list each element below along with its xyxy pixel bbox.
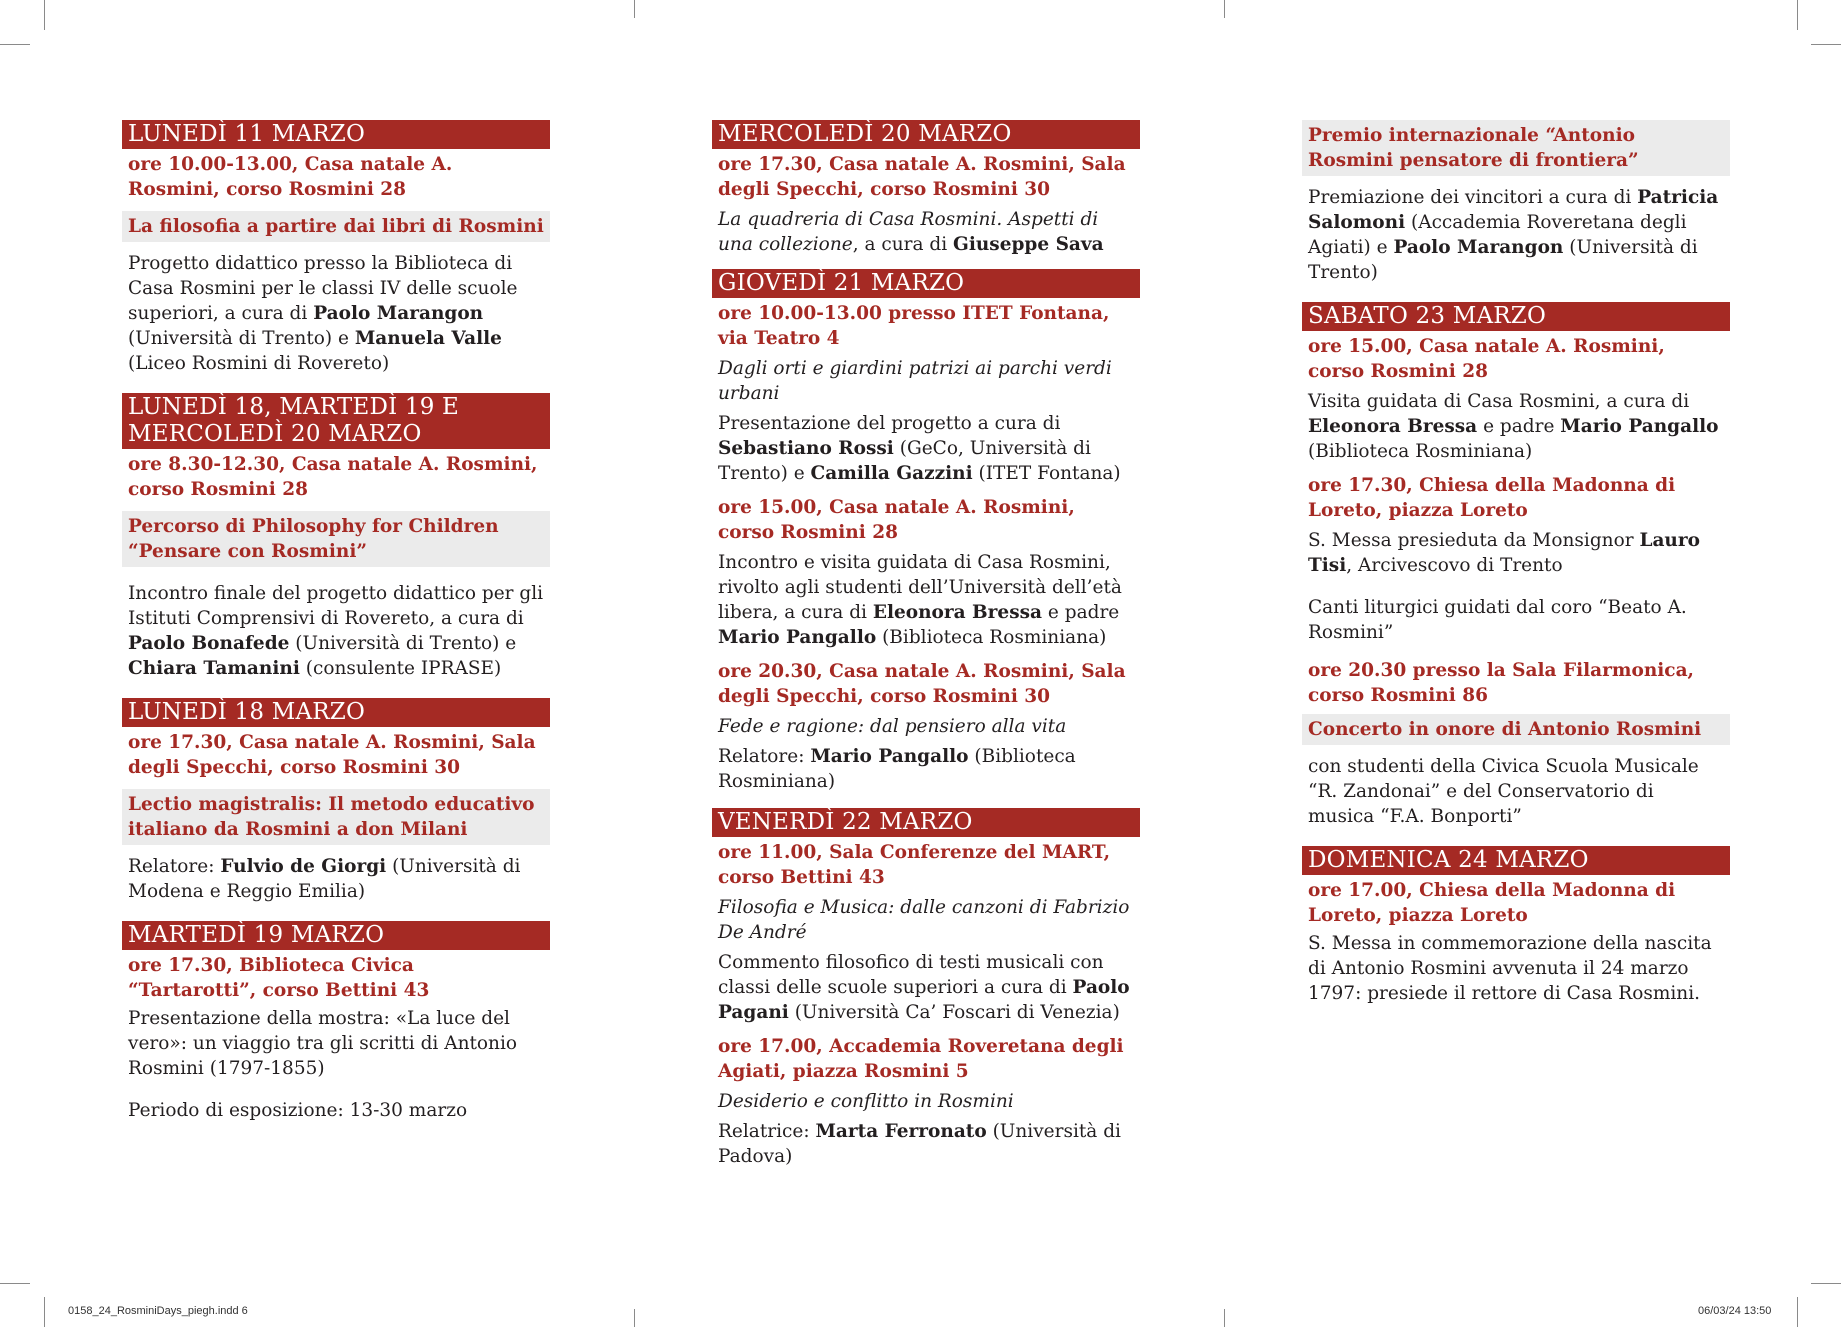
event-description: S. Messa presieduta da Monsignor Lauro Tisi, Arcivescovo di Trento bbox=[1308, 530, 1700, 576]
event-description: Premiazione dei vincitori a cura di Patricia Salomoni (Accademia Roveretana degli Agiati) e Paolo Marangon (Università di Trento) bbox=[1308, 187, 1719, 283]
event-time-place: ore 17.30, Casa natale A. Rosmini, Sala degli Specchi, corso Rosmini 30 bbox=[718, 154, 1126, 200]
crop-mark bbox=[1811, 44, 1841, 45]
event-time-place: ore 17.30, Casa natale A. Rosmini, Sala degli Specchi, corso Rosmini 30 bbox=[128, 732, 536, 778]
day-header: VENERDÌ 22 MARZO bbox=[712, 808, 1140, 837]
day-header: LUNEDÌ 18, MARTEDÌ 19 E MERCOLEDÌ 20 MARZO bbox=[122, 393, 550, 449]
event-description: Commento filosofico di testi musicali con classi delle scuole superiori a cura di Paolo Pagani (Università Ca’ Foscari di Venezia) bbox=[718, 952, 1130, 1023]
day-header: SABATO 23 MARZO bbox=[1302, 302, 1730, 331]
event-time-place: ore 15.00, Casa natale A. Rosmini, corso Rosmini 28 bbox=[718, 497, 1075, 543]
event-description: S. Messa in commemorazione della nascita di Antonio Rosmini avvenuta il 24 marzo 1797: presiede il rettore di Casa Rosmini. bbox=[1308, 933, 1712, 1004]
event-description: Progetto didattico presso la Biblioteca di Casa Rosmini per le classi IV delle scuole superiori, a cura di Paolo Marangon (Università di Trento) e Manuela Valle (Liceo Rosmini di Rovereto) bbox=[128, 253, 518, 374]
column-right bbox=[1302, 120, 1730, 1006]
event-description: con studenti della Civica Scuola Musicale “R. Zandonai” e del Conservatorio di musica “F.A. Bonporti” bbox=[1308, 756, 1699, 827]
event-title: Concerto in onore di Antonio Rosmini bbox=[1302, 714, 1730, 745]
day-header: MARTEDÌ 19 MARZO bbox=[122, 921, 550, 950]
event-title: La filosofia a partire dai libri di Rosmini bbox=[122, 211, 550, 242]
crop-mark bbox=[0, 1283, 30, 1284]
crop-mark bbox=[0, 44, 30, 45]
fold-mark bbox=[634, 0, 635, 18]
fold-mark bbox=[1224, 0, 1225, 18]
event-time-place: ore 11.00, Sala Conferenze del MART, corso Bettini 43 bbox=[718, 842, 1111, 888]
event-time-place: ore 15.00, Casa natale A. Rosmini, corso Rosmini 28 bbox=[1308, 336, 1665, 382]
event-time-place: ore 10.00-13.00, Casa natale A. Rosmini, corso Rosmini 28 bbox=[128, 154, 453, 200]
event-title: Dagli orti e giardini patrizi ai parchi verdi urbani bbox=[718, 358, 1112, 404]
file-slug: 0158_24_RosminiDays_piegh.indd 6 bbox=[68, 1305, 248, 1317]
event-description: Incontro finale del progetto didattico per gli Istituti Comprensivi di Rovereto, a cura di Paolo Bonafede (Università di Trento) e Chiara Tamanini (consulente IPRASE) bbox=[128, 583, 544, 679]
column-center bbox=[712, 120, 1140, 1169]
day-header: GIOVEDÌ 21 MARZO bbox=[712, 269, 1140, 298]
event-time-place: ore 17.30, Chiesa della Madonna di Loreto, piazza Loreto bbox=[1308, 475, 1676, 521]
event-time-place: ore 8.30-12.30, Casa natale A. Rosmini, corso Rosmini 28 bbox=[128, 454, 538, 500]
exhibition-period: Periodo di esposizione: 13-30 marzo bbox=[128, 1100, 468, 1121]
event-description: Relatore: Fulvio de Giorgi (Università di Modena e Reggio Emilia) bbox=[128, 856, 521, 902]
event-time-place: ore 20.30 presso la Sala Filarmonica, corso Rosmini 86 bbox=[1308, 660, 1694, 706]
event-time-place: ore 17.00, Chiesa della Madonna di Loreto, piazza Loreto bbox=[1308, 880, 1676, 926]
event-title: Percorso di Philosophy for Children “Pensare con Rosmini” bbox=[122, 511, 550, 567]
day-header: MERCOLEDÌ 20 MARZO bbox=[712, 120, 1140, 149]
event-description: Presentazione della mostra: «La luce del vero»: un viaggio tra gli scritti di Antonio Rosmini (1797-1855) bbox=[128, 1008, 518, 1079]
crop-mark bbox=[44, 1297, 45, 1327]
event-description: Presentazione del progetto a cura di Sebastiano Rossi (GeCo, Università di Trento) e Camilla Gazzini (ITET Fontana) bbox=[718, 413, 1121, 484]
day-header: LUNEDÌ 18 MARZO bbox=[122, 698, 550, 727]
event-time-place: ore 20.30, Casa natale A. Rosmini, Sala degli Specchi, corso Rosmini 30 bbox=[718, 661, 1126, 707]
event-description: Incontro e visita guidata di Casa Rosmini, rivolto agli studenti dell’Università dell’età libera, a cura di Eleonora Bressa e padre Mario Pangallo (Biblioteca Rosminiana) bbox=[718, 552, 1122, 648]
event-time-place: ore 10.00-13.00 presso ITET Fontana, via Teatro 4 bbox=[718, 303, 1110, 349]
day-header: LUNEDÌ 11 MARZO bbox=[122, 120, 550, 149]
event-title: Lectio magistralis: Il metodo educativo italiano da Rosmini a don Milani bbox=[122, 789, 550, 845]
column-left bbox=[122, 120, 550, 1123]
event-description: Relatore: Mario Pangallo (Biblioteca Rosminiana) bbox=[718, 746, 1076, 792]
event-description: La quadreria di Casa Rosmini. Aspetti di una collezione, a cura di Giuseppe Sava bbox=[718, 209, 1104, 255]
event-title: Fede e ragione: dal pensiero alla vita bbox=[718, 716, 1067, 737]
day-header: DOMENICA 24 MARZO bbox=[1302, 846, 1730, 875]
crop-mark bbox=[1797, 1297, 1798, 1327]
event-title: Filosofia e Musica: dalle canzoni di Fabrizio De André bbox=[718, 897, 1130, 943]
fold-mark bbox=[1224, 1309, 1225, 1327]
event-description: Relatrice: Marta Ferronato (Università di Padova) bbox=[718, 1121, 1121, 1167]
event-title: Premio internazionale “Antonio Rosmini pensatore di frontiera” bbox=[1302, 120, 1730, 176]
event-time-place: ore 17.30, Biblioteca Civica “Tartarotti”, corso Bettini 43 bbox=[128, 955, 430, 1001]
print-timestamp: 06/03/24 13:50 bbox=[1698, 1305, 1772, 1317]
event-title: Desiderio e conflitto in Rosmini bbox=[718, 1091, 1014, 1112]
crop-mark bbox=[1811, 1283, 1841, 1284]
event-time-place: ore 17.00, Accademia Roveretana degli Agiati, piazza Rosmini 5 bbox=[718, 1036, 1124, 1082]
fold-mark bbox=[634, 1309, 635, 1327]
crop-mark bbox=[44, 0, 45, 30]
crop-mark bbox=[1797, 0, 1798, 30]
event-description: Visita guidata di Casa Rosmini, a cura di Eleonora Bressa e padre Mario Pangallo (Biblioteca Rosminiana) bbox=[1308, 391, 1719, 462]
event-note: Canti liturgici guidati dal coro “Beato A. Rosmini” bbox=[1308, 597, 1687, 643]
